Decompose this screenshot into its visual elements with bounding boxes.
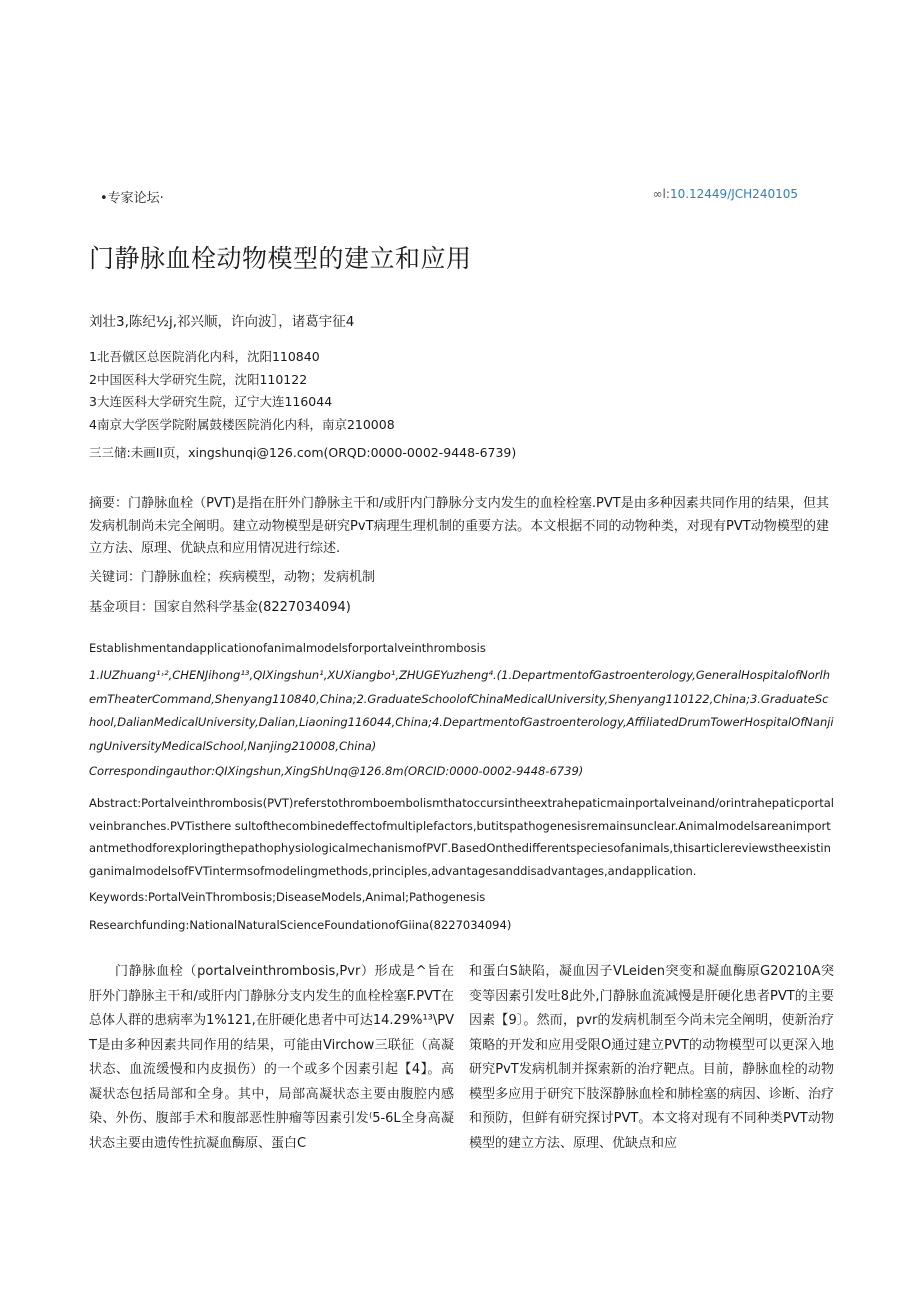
affiliation-4: 4南京大学医学院附属鼓楼医院消化内科，南京210008 xyxy=(89,416,395,432)
english-abstract: Abstract:Portalveinthrombosis(PVT)referstothromboembolismthatoccursintheextrahepaticmainportalveinand/orintrahepaticportalveinbranches.PVTisthere sultofthecombinedeffectofmultiplefactors,butitspathogenesisremainsunclear.AnimalmodelsareanimportantmethodforexploringthepathophysiologicalmechanismofPVΓ.BasedOnthedifferentspeciesofanimals,thisarticlereviewstheexistinganimalmodelsofFVTintermsofmodelingmethods,principles,advantagesanddisadvantages,andapplication. xyxy=(89,796,834,878)
doi-link[interactable]: 10.12449/JCH240105 xyxy=(669,187,798,201)
keywords-cn: 关键词：门静脉血栓；疾病模型，动物；发病机制 xyxy=(89,570,376,585)
affiliation-3: 3大连医科大学研究生院，辽宁大连116044 xyxy=(89,394,333,409)
section-label: •专家论坛· xyxy=(100,191,164,206)
funding-cn: 基金项目：国家自然科学基金(8227034094) xyxy=(89,600,351,615)
corresponding-author-cn: 三三储:未画II页，xingshunqi@126.com(ORQD:0000-0002-9448-6739) xyxy=(89,445,517,460)
affiliation-1: 1北吾僦区总医院消化内科，沈阳110840 xyxy=(89,349,320,364)
english-title: Establishmentandapplicationofanimalmodelsforportalveinthrombosis xyxy=(89,641,486,655)
article-title: 门静脉血栓动物模型的建立和应用 xyxy=(89,244,472,273)
english-keywords: Keywords:PortalVeinThrombosis;DiseaseModels,Animal;Pathogenesis xyxy=(89,890,486,904)
doi xyxy=(653,187,798,201)
affiliation-2: 2中国医科大学研究生院，沈阳110122 xyxy=(89,371,308,387)
doi-prefix: ∞l: xyxy=(652,187,670,201)
body-column-right: 和蛋白S缺陷，凝血因子VLeiden突变和凝血酶原G20210A突变等因素引发吐8此外,门静脉血流减慢是肝硬化患者PVT的主要因素【9〕。然而，pvr的发病机制至今尚未完全阐明，使新治疗策略的开发和应用受限O通过建立PVT的动物模型可以更深入地研究PvT发病机制并探索新的治疗靶点。目前，静脉血栓的动物模型多应用于研究下肢深静脉血栓和肺栓塞的病因、诊断、治疗和预防，但鲜有研究探讨PVT。本文将对现有不同种类PVT动物模型的建立方法、原理、优缺点和应 xyxy=(469,964,834,1151)
page-header xyxy=(100,187,798,207)
abstract-cn: 摘要：门静脉血栓（PVT)是指在肝外门静脉主干和/或肝内门静脉分支内发生的血栓栓塞.PVT是由多种因素共同作用的结果，但其发病机制尚未完全阐明。建立动物模型是研究PvT病理生理机制的重要方法。本文根据不同的动物种类，对现有PVT动物模型的建立方法、原理、优缺点和应用情况进行综述. xyxy=(89,496,829,556)
english-corresponding-author: Correspondingauthor:QIXingshun,XingShUnq@126.8m(ORCID:0000-0002-9448-6739) xyxy=(89,764,584,778)
affiliations xyxy=(89,346,395,436)
author-list: 刘壮3,陈纪½j,祁兴顺，许向波］，诸葛宇征4 xyxy=(89,314,355,330)
english-funding: Researchfunding:NationalNaturalScienceFoundationofGiina(8227034094) xyxy=(89,918,512,932)
english-authors: 1.IUZhuang¹˒²,CHENJihong¹³,QIXingshun¹,XUXiangbo¹,ZHUGEYuzheng⁴.(1.DepartmentofGastroenterology,GeneralHospitalofNorlhemTheaterCommand,Shenyang110840,China;2.GraduateSchoolofChinaMedicalUniversity,Shenyang110122,China;3.GraduateSchool,DalianMedicalUniversity,Dalian,Liaoning116044,China;4.DepartmentofGastroenterology,AffiliatedDrumTowerHospitalOfNanjingUniversityMedicalSchool,Nanjing210008,China) xyxy=(89,668,834,753)
body-column-left: 门静脉血栓（portalveinthrombosis,Pvr）形成是^旨在肝外门静脉主干和/或肝内门静脉分支内发生的血栓栓塞F.PVT在总体人群的患病率为1%121,在肝硬化患者中可达14.29%¹³\PVT是由多种因素共同作用的结果，可能由Virchow三联征（高凝状态、血流缓慢和内皮损伤）的一个或多个因素引起【4】。高凝状态包括局部和全身。其中，局部高凝状态主要由腹腔内感染、外伤、腹部手术和腹部恶性肿瘤等因素引发⁽5-6L全身高凝状态主要由遗传性抗凝血酶原、蛋白C xyxy=(89,964,454,1151)
